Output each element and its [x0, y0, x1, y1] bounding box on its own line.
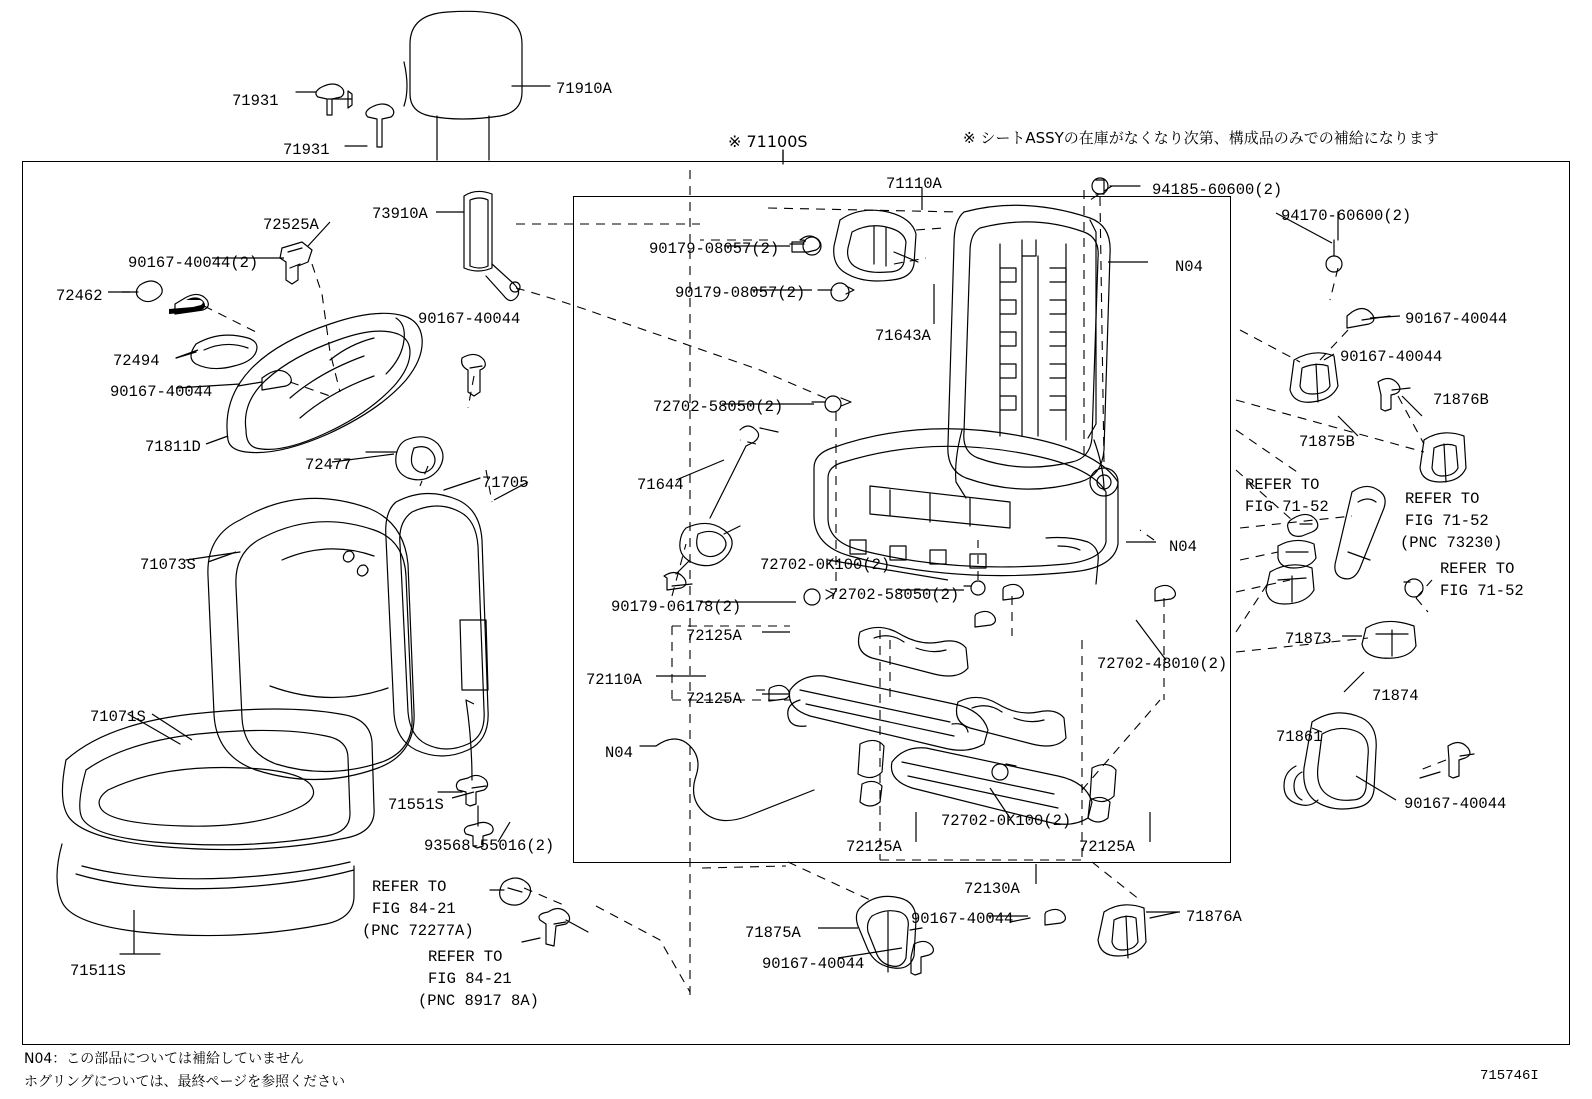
label-71643A: 71643A	[875, 327, 931, 345]
label-94185-60600-2: 94185-60600(2)	[1152, 181, 1283, 199]
label-72125A-d: 72125A	[1079, 838, 1135, 856]
label-72125A-b: 72125A	[686, 690, 742, 708]
refer-fig84-21-b-line1: REFER TO	[428, 948, 503, 966]
label-90167-40044-2: 90167-40044(2)	[128, 254, 259, 272]
label-72462: 72462	[56, 287, 103, 305]
refer-fig84-21-a-line2: FIG 84-21	[372, 900, 456, 918]
label-71931-a: 71931	[232, 92, 279, 110]
label-90167-40044-top: 90167-40044	[418, 310, 521, 328]
label-90179-08057-2a: 90179-08057(2)	[649, 240, 780, 258]
footer-note-n04: N04：この部品については補給していません	[24, 1051, 305, 1067]
label-71910A: 71910A	[556, 80, 612, 98]
footer-note-hogring: ホグリングについては、最終ページを参照ください	[24, 1074, 346, 1090]
refer-fig71-52-b-line3: (PNC 73230)	[1400, 534, 1503, 552]
label-71705: 71705	[482, 474, 529, 492]
label-72477: 72477	[305, 456, 352, 474]
label-71071S: 71071S	[90, 708, 146, 726]
label-71875B: 71875B	[1299, 433, 1355, 451]
label-72125A-c: 72125A	[846, 838, 902, 856]
label-N04-c: N04	[605, 744, 633, 762]
refer-fig71-52-a-line1: REFER TO	[1245, 476, 1320, 494]
refer-fig71-52-a-line2: FIG 71-52	[1245, 498, 1329, 516]
label-90179-08057-2b: 90179-08057(2)	[675, 284, 806, 302]
label-73910A: 73910A	[372, 205, 428, 223]
label-71873: 71873	[1285, 630, 1332, 648]
label-71110A: 71110A	[886, 175, 942, 193]
label-71876B: 71876B	[1433, 391, 1489, 409]
label-72125A-a: 72125A	[686, 627, 742, 645]
label-71874: 71874	[1372, 687, 1419, 705]
label-90167-40044-r3: 90167-40044	[1404, 795, 1507, 813]
refer-fig84-21-a-line1: REFER TO	[372, 878, 447, 896]
supply-note-japanese: ※ シートASSYの在庫がなくなり次第、構成品のみでの補給になります	[963, 129, 1439, 147]
refer-fig71-52-c-line2: FIG 71-52	[1440, 582, 1524, 600]
label-72130A: 72130A	[964, 880, 1020, 898]
label-71811D: 71811D	[145, 438, 201, 456]
seat-assembly-inner-frame	[573, 196, 1231, 863]
label-90167-40044-r1: 90167-40044	[1405, 310, 1508, 328]
refer-fig84-21-b-line2: FIG 84-21	[428, 970, 512, 988]
label-N04-b: N04	[1169, 538, 1197, 556]
label-71511S: 71511S	[70, 962, 126, 980]
label-72110A: 72110A	[586, 671, 642, 689]
label-72525A: 72525A	[263, 216, 319, 234]
label-71931-b: 71931	[283, 141, 330, 159]
label-90167-40044-mid: 90167-40044	[110, 383, 213, 401]
label-90167-40044-r2: 90167-40044	[1340, 348, 1443, 366]
label-71644: 71644	[637, 476, 684, 494]
label-N04-a: N04	[1175, 258, 1203, 276]
label-94170-60600-2: 94170-60600(2)	[1281, 207, 1412, 225]
label-71551S: 71551S	[388, 796, 444, 814]
refer-fig84-21-a-line3: (PNC 72277A)	[362, 922, 474, 940]
label-71861: 71861	[1276, 728, 1323, 746]
label-72702-58050-2a: 72702-58050(2)	[653, 398, 784, 416]
refer-fig71-52-b-line2: FIG 71-52	[1405, 512, 1489, 530]
refer-fig84-21-b-line3: (PNC 8917 8A)	[418, 992, 539, 1010]
label-93568-55016-2: 93568-55016(2)	[424, 837, 555, 855]
label-71876A: 71876A	[1186, 908, 1242, 926]
section-note-71100S: ※ 71100S	[728, 132, 808, 151]
label-72702-48010-2: 72702-48010(2)	[1097, 655, 1228, 673]
refer-fig71-52-c-line1: REFER TO	[1440, 560, 1515, 578]
label-72702-0K100-2a: 72702-0K100(2)	[760, 556, 891, 574]
label-90167-40044-b1: 90167-40044	[911, 910, 1014, 928]
figure-id: 715746I	[1480, 1068, 1539, 1084]
label-72702-0K100-2b: 72702-0K100(2)	[941, 812, 1072, 830]
label-72702-58050-2b: 72702-58050(2)	[829, 586, 960, 604]
label-71875A: 71875A	[745, 924, 801, 942]
label-71073S: 71073S	[140, 556, 196, 574]
label-90179-06178-2: 90179-06178(2)	[611, 598, 742, 616]
label-90167-40044-b2: 90167-40044	[762, 955, 865, 973]
refer-fig71-52-b-line1: REFER TO	[1405, 490, 1480, 508]
label-72494: 72494	[113, 352, 160, 370]
